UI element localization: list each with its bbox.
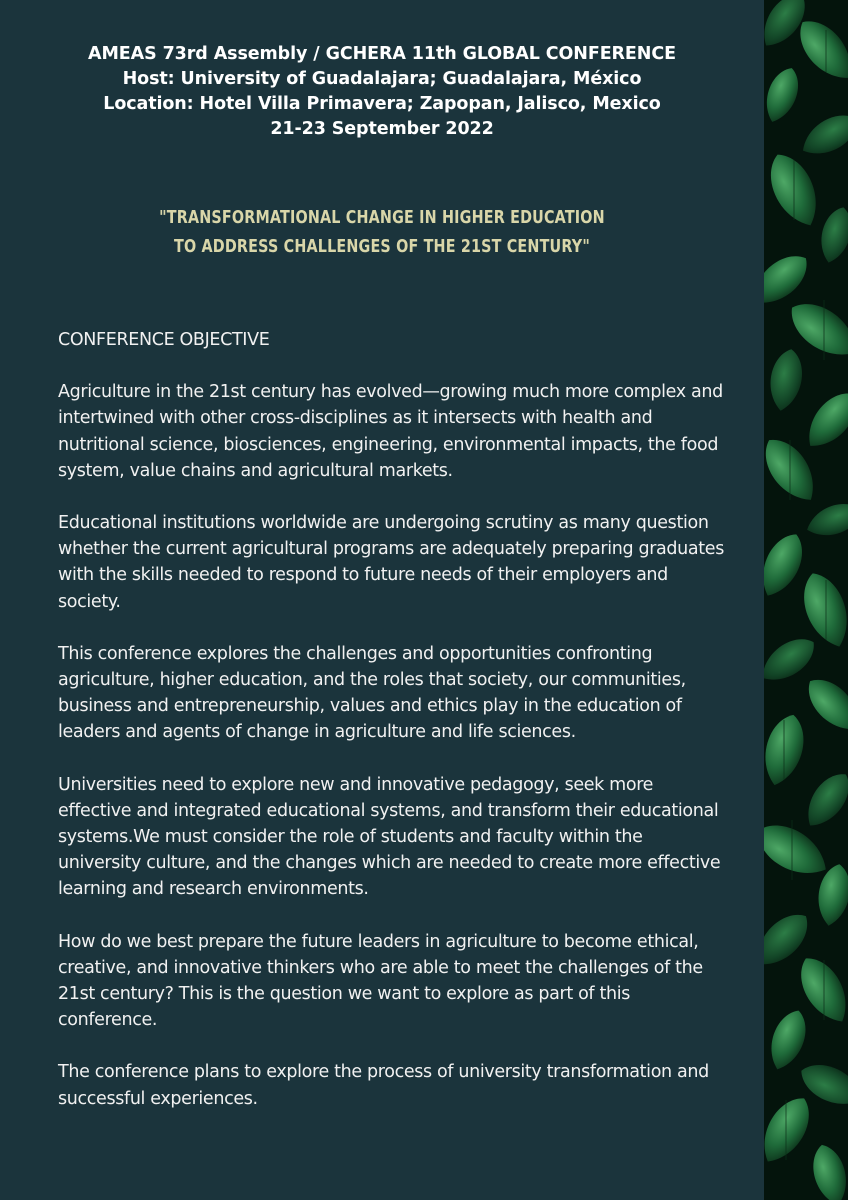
paragraph-institutions: Educational institutions worldwide are undergoing scrutiny as many question whether the current agricultural programs are adequately preparing graduates with the skills needed to respond to future needs of their employers and society.	[58, 513, 724, 612]
paragraph-transformation: The conference plans to explore the process of university transformation and successful experiences.	[58, 1062, 709, 1109]
section-title: CONFERENCE OBJECTIVE	[58, 330, 270, 350]
header-host: Host: University of Guadalajara; Guadalajara, México	[122, 69, 642, 89]
header-dates: 21-23 September 2022	[270, 119, 494, 139]
conference-theme	[69, 204, 695, 262]
paragraph-conference-explores: This conference explores the challenges and opportunities confronting agriculture, higher education, and the roles that society, our communities, business and entrepreneurship, values and ethics play in the education of leaders and agents of change in agriculture and life sciences.	[58, 643, 686, 743]
paragraph-question: How do we best prepare the future leaders in agriculture to become ethical, creative, and innovative thinkers who are able to meet the challenges of the 21st century? This is the question we want to explore as part of this conference.	[58, 931, 703, 1031]
header-title: AMEAS 73rd Assembly / GCHERA 11th GLOBAL CONFERENCE	[88, 44, 676, 64]
green-leaves-image	[764, 0, 848, 1200]
conference-header	[0, 42, 764, 142]
paragraph-agriculture: Agriculture in the 21st century has evolved—growing much more complex and intertwined with other cross-disciplines as it intersects with health and nutritional science, biosciences, engineering, environmental impacts, the food system, value chains and agricultural markets.	[58, 382, 723, 481]
paragraph-universities: Universities need to explore new and innovative pedagogy, seek more effective and integrated educational systems, and transform their educational systems.We must consider the role of students and faculty within the university culture, and the changes which are needed to create more effective learning and research environments.	[58, 774, 721, 900]
theme-line-2: TO ADDRESS CHALLENGES OF THE 21ST CENTURY"	[174, 237, 590, 257]
theme-line-1: "TRANSFORMATIONAL CHANGE IN HIGHER EDUCATION	[159, 208, 605, 228]
leaves-illustration	[764, 0, 848, 1200]
objective-section	[58, 327, 728, 1138]
header-location: Location: Hotel Villa Primavera; Zapopan, Jalisco, Mexico	[103, 94, 661, 114]
